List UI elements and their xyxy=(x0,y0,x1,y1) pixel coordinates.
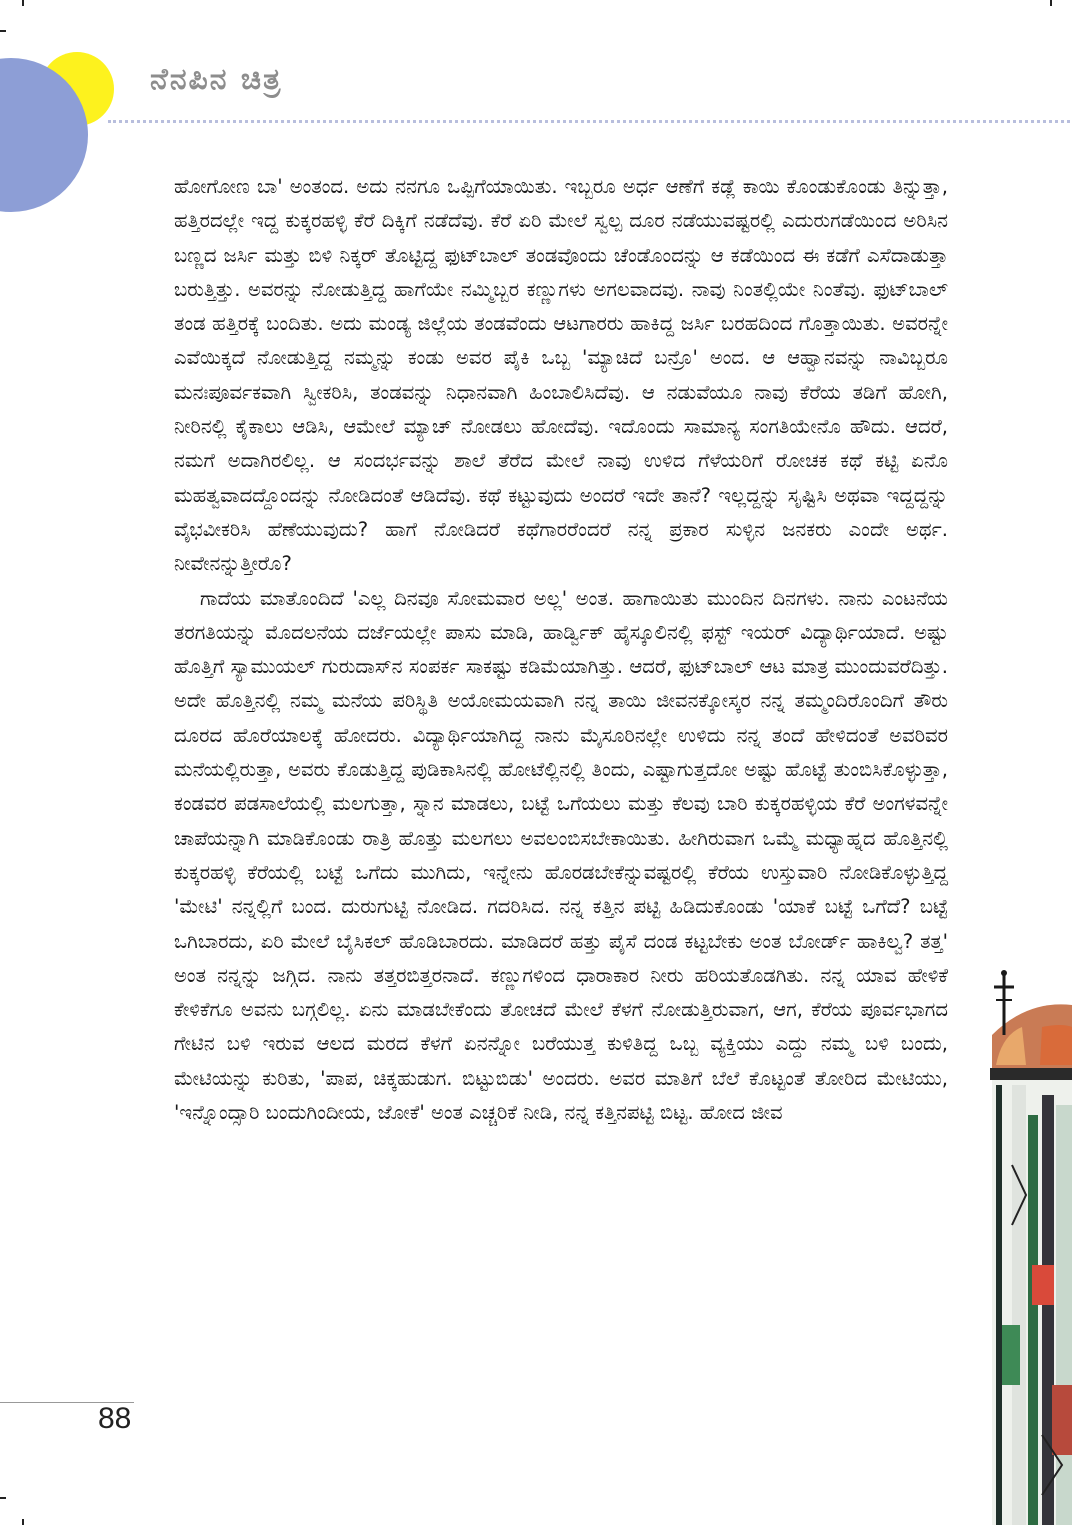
header-dotted-rule xyxy=(108,120,1070,123)
clock-tower-illustration xyxy=(982,965,1072,1525)
crop-mark-top-left xyxy=(22,0,24,6)
crop-mark-left-lower xyxy=(0,1497,6,1499)
page-number: 88 xyxy=(98,1402,132,1435)
paragraph: ಹೋಗೋಣ ಬಾ' ಅಂತಂದ. ಅದು ನನಗೂ ಒಪ್ಪಿಗೆಯಾಯಿತು. ಇಬ್ಬರೂ ಅರ್ಧ ಆಣೆಗೆ ಕಡ್ಲೆ ಕಾಯಿ ಕೊಂಡುಕೊಂಡು ತಿನ್ನುತ್ತಾ, ಹತ್ತಿರದಲ್ಲೇ ಇದ್ದ ಕುಕ್ಕರಹಳ್ಳಿ ಕೆರೆ ದಿಕ್ಕಿಗೆ ನಡೆದೆವು. ಕೆರೆ ಏರಿ ಮೇಲೆ ಸ್ವಲ್ಪ ದೂರ ನಡೆಯುವಷ್ಟರಲ್ಲಿ ಎದುರುಗಡೆಯಿಂದ ಅರಿಸಿನ ಬಣ್ಣದ ಜರ್ಸಿ ಮತ್ತು ಬಿಳಿ ನಿಕ್ಕರ್ ತೊಟ್ಟಿದ್ದ ಫುಟ್‌ಬಾಲ್ ತಂಡವೊಂದು ಚೆಂಡೊಂದನ್ನು ಆ ಕಡೆಯಿಂದ ಈ ಕಡೆಗೆ ಎಸೆದಾಡುತ್ತಾ ಬರುತ್ತಿತ್ತು. ಅವರನ್ನು ನೋಡುತ್ತಿದ್ದ ಹಾಗೆಯೇ ನಮ್ಮಿಬ್ಬರ ಕಣ್ಣುಗಳು ಅಗಲವಾದವು. ನಾವು ನಿಂತಲ್ಲಿಯೇ ನಿಂತೆವು. ಫುಟ್‌ಬಾಲ್ ತಂಡ ಹತ್ತಿರಕ್ಕೆ ಬಂದಿತು. ಅದು ಮಂಡ್ಯ ಜಿಲ್ಲೆಯ ತಂಡವೆಂದು ಆಟಗಾರರು ಹಾಕಿದ್ದ ಜರ್ಸಿ ಬರಹದಿಂದ ಗೊತ್ತಾಯಿತು. ಅವರನ್ನೇ ಎವೆಯಿಕ್ಕದೆ ನೋಡುತ್ತಿದ್ದ ನಮ್ಮನ್ನು ಕಂಡು ಅವರ ಪೈಕಿ ಒಬ್ಬ 'ಮ್ಯಾಚಿದೆ ಬನ್ರೊ' ಅಂದ. ಆ ಆಹ್ವಾನವನ್ನು ನಾವಿಬ್ಬರೂ ಮನಃಪೂರ್ವಕವಾಗಿ ಸ್ವೀಕರಿಸಿ, ತಂಡವನ್ನು ನಿಧಾನವಾಗಿ ಹಿಂಬಾಲಿಸಿದೆವು. ಆ ನಡುವೆಯೂ ನಾವು ಕೆರೆಯ ತಡಿಗೆ ಹೋಗಿ, ನೀರಿನಲ್ಲಿ ಕೈಕಾಲು ಆಡಿಸಿ, ಆಮೇಲೆ ಮ್ಯಾಚ್ ನೋಡಲು ಹೋದೆವು. ಇದೊಂದು ಸಾಮಾನ್ಯ ಸಂಗತಿಯೇನೊ ಹೌದು. ಆದರೆ, ನಮಗೆ ಅದಾಗಿರಲಿಲ್ಲ. ಆ ಸಂದರ್ಭವನ್ನು ಶಾಲೆ ತೆರೆದ ಮೇಲೆ ನಾವು ಉಳಿದ ಗೆಳೆಯರಿಗೆ ರೋಚಕ ಕಥೆ ಕಟ್ಟಿ ಏನೊ ಮಹತ್ವವಾದದ್ದೊಂದನ್ನು ನೋಡಿದಂತೆ ಆಡಿದೆವು. ಕಥೆ ಕಟ್ಟುವುದು ಅಂದರೆ ಇದೇ ತಾನೆ? ಇಲ್ಲದ್ದನ್ನು ಸೃಷ್ಟಿಸಿ ಅಥವಾ ಇದ್ದದ್ದನ್ನು ವೈಭವೀಕರಿಸಿ ಹೆಣೆಯುವುದು? ಹಾಗೆ ನೋಡಿದರೆ ಕಥೆಗಾರರೆಂದರೆ ನನ್ನ ಪ್ರಕಾರ ಸುಳ್ಳಿನ ಜನಕರು ಎಂದೇ ಅರ್ಥ. ನೀವೇನನ್ನುತ್ತೀರೊ? xyxy=(174,175,948,576)
body-text xyxy=(174,170,948,1130)
crop-mark-top-right xyxy=(1050,0,1052,6)
crop-mark-left-upper xyxy=(0,30,6,32)
crop-mark-bottom-left xyxy=(22,1519,24,1525)
chapter-title: ನೆನಪಿನ ಚಿತ್ರ xyxy=(150,62,283,97)
paragraph: ಗಾದೆಯ ಮಾತೊಂದಿದೆ 'ಎಲ್ಲ ದಿನವೂ ಸೋಮವಾರ ಅಲ್ಲ' ಅಂತ. ಹಾಗಾಯಿತು ಮುಂದಿನ ದಿನಗಳು. ನಾನು ಎಂಟನೆಯ ತರಗತಿಯನ್ನು ಮೊದಲನೆಯ ದರ್ಜೆಯಲ್ಲೇ ಪಾಸು ಮಾಡಿ, ಹಾರ್ಡ್ವಿಕ್ ಹೈಸ್ಕೂಲಿನಲ್ಲಿ ಫಸ್ಟ್ ಇಯರ್ ವಿದ್ಯಾರ್ಥಿಯಾದೆ. ಅಷ್ಟು ಹೊತ್ತಿಗೆ ಸ್ಯಾಮುಯಲ್ ಗುರುದಾಸ್‌ನ ಸಂಪರ್ಕ ಸಾಕಷ್ಟು ಕಡಿಮೆಯಾಗಿತ್ತು. ಆದರೆ, ಫುಟ್‌ಬಾಲ್ ಆಟ ಮಾತ್ರ ಮುಂದುವರೆದಿತ್ತು. ಅದೇ ಹೊತ್ತಿನಲ್ಲಿ ನಮ್ಮ ಮನೆಯ ಪರಿಸ್ಥಿತಿ ಅಯೋಮಯವಾಗಿ ನನ್ನ ತಾಯಿ ಜೀವನಕ್ಕೋಸ್ಕರ ನನ್ನ ತಮ್ಮಂದಿರೊಂದಿಗೆ ತೌರು ದೂರದ ಹೊರೆಯಾಲಕ್ಕೆ ಹೋದರು. ವಿದ್ಯಾರ್ಥಿಯಾಗಿದ್ದ ನಾನು ಮೈಸೂರಿನಲ್ಲೇ ಉಳಿದು ನನ್ನ ತಂದೆ ಹೇಳಿದಂತೆ ಅವರಿವರ ಮನೆಯಲ್ಲಿರುತ್ತಾ, ಅವರು ಕೊಡುತ್ತಿದ್ದ ಪುಡಿಕಾಸಿನಲ್ಲಿ ಹೋಟೆಲ್ಲಿನಲ್ಲಿ ತಿಂದು, ಎಷ್ಟಾಗುತ್ತದೋ ಅಷ್ಟು ಹೊಟ್ಟೆ ತುಂಬಿಸಿಕೊಳ್ಳುತ್ತಾ, ಕಂಡವರ ಪಡಸಾಲೆಯಲ್ಲಿ ಮಲಗುತ್ತಾ, ಸ್ನಾನ ಮಾಡಲು, ಬಟ್ಟೆ ಒಗೆಯಲು ಮತ್ತು ಕೆಲವು ಬಾರಿ ಕುಕ್ಕರಹಳ್ಳಿಯ ಕೆರೆ ಅಂಗಳವನ್ನೇ ಚಾಪೆಯನ್ನಾಗಿ ಮಾಡಿಕೊಂಡು ರಾತ್ರಿ ಹೊತ್ತು ಮಲಗಲು ಅವಲಂಬಿಸಬೇಕಾಯಿತು. ಹೀಗಿರುವಾಗ ಒಮ್ಮೆ ಮಧ್ಯಾಹ್ನದ ಹೊತ್ತಿನಲ್ಲಿ ಕುಕ್ಕರಹಳ್ಳಿ ಕೆರೆಯಲ್ಲಿ ಬಟ್ಟೆ ಒಗೆದು ಮುಗಿದು, ಇನ್ನೇನು ಹೊರಡಬೇಕೆನ್ನುವಷ್ಟರಲ್ಲಿ ಕೆರೆಯ ಉಸ್ತುವಾರಿ ನೋಡಿಕೊಳ್ಳುತ್ತಿದ್ದ 'ಮೇಟಿ' ನನ್ನಲ್ಲಿಗೆ ಬಂದ. ದುರುಗುಟ್ಟಿ ನೋಡಿದ. ಗದರಿಸಿದ. ನನ್ನ ಕತ್ತಿನ ಪಟ್ಟಿ ಹಿಡಿದುಕೊಂಡು 'ಯಾಕೆ ಬಟ್ಟೆ ಒಗೆದೆ? ಬಟ್ಟೆ ಒಗಿಬಾರದು, ಏರಿ ಮೇಲೆ ಬೈಸಿಕಲ್ ಹೊಡಿಬಾರದು. ಮಾಡಿದರೆ ಹತ್ತು ಪೈಸೆ ದಂಡ ಕಟ್ಟಬೇಕು ಅಂತ ಬೋರ್ಡ್ ಹಾಕಿಲ್ವ? ತತ್ತ' ಅಂತ ನನ್ನನ್ನು ಜಗ್ಗಿದ. ನಾನು ತತ್ತರಬಿತ್ತರನಾದೆ. ಕಣ್ಣುಗಳಿಂದ ಧಾರಾಕಾರ ನೀರು ಹರಿಯತೊಡಗಿತು. ನನ್ನ ಯಾವ ಹೇಳಿಕೆ ಕೇಳಿಕೆಗೂ ಅವನು ಬಗ್ಗಲಿಲ್ಲ. ಏನು ಮಾಡಬೇಕೆಂದು ತೋಚದೆ ಮೇಲೆ ಕೆಳಗೆ ನೋಡುತ್ತಿರುವಾಗ, ಆಗ, ಕೆರೆಯ ಪೂರ್ವಭಾಗದ ಗೇಟಿನ ಬಳಿ ಇರುವ ಆಲದ ಮರದ ಕೆಳಗೆ ಏನನ್ನೋ ಬರೆಯುತ್ತ ಕುಳಿತಿದ್ದ ಒಬ್ಬ ವ್ಯಕ್ತಿಯು ಎದ್ದು ನಮ್ಮ ಬಳಿ ಬಂದು, ಮೇಟಿಯನ್ನು ಕುರಿತು, 'ಪಾಪ, ಚಿಕ್ಕಹುಡುಗ. ಬಿಟ್ಟುಬಿಡು' ಅಂದರು. ಅವರ ಮಾತಿಗೆ ಬೆಲೆ ಕೊಟ್ಟಂತೆ ತೋರಿದ ಮೇಟಿಯು, 'ಇನ್ನೊಂದ್ಸಾರಿ ಬಂದುಗಿಂದೀಯ, ಜೋಕೆ' ಅಂತ ಎಚ್ಚರಿಕೆ ನೀಡಿ, ನನ್ನ ಕತ್ತಿನಪಟ್ಟಿ ಬಿಟ್ಟ. ಹೋದ ಜೀವ xyxy=(174,586,948,1125)
